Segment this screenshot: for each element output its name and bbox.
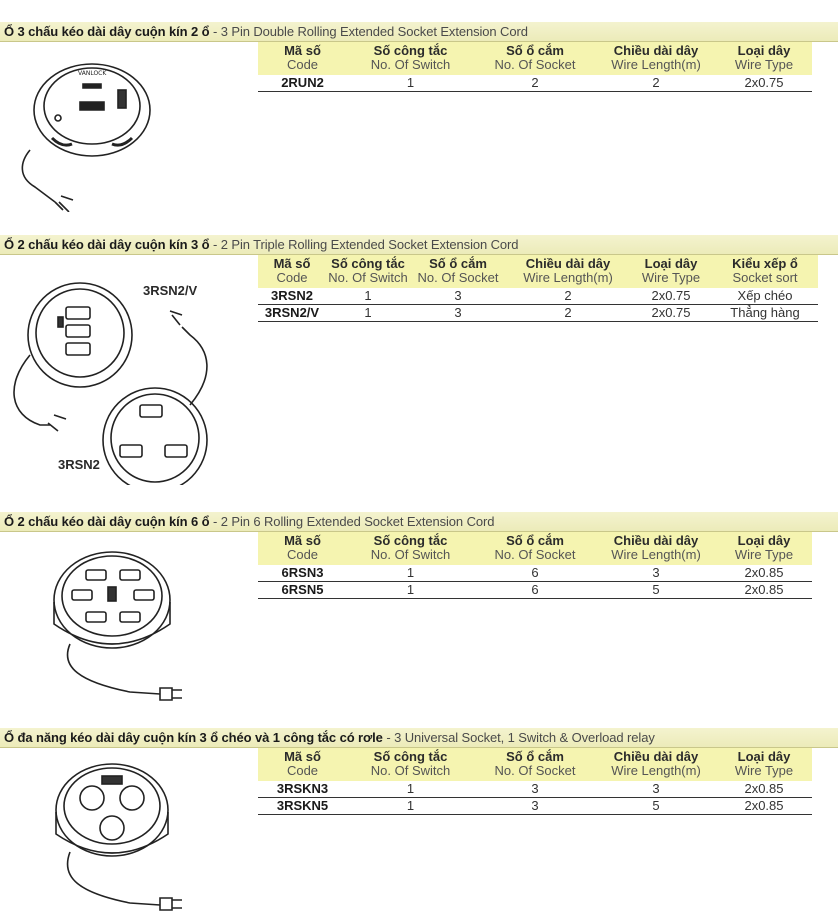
cell-length: 5: [596, 582, 716, 599]
section-title-en: - 3 Universal Socket, 1 Switch & Overload relay: [382, 730, 655, 745]
spec-table-6rsn: [258, 532, 812, 599]
cell-socket: 3: [474, 781, 596, 798]
product-image-6rsn: [0, 532, 250, 712]
header-length: Chiều dài dây Wire Length(m): [596, 748, 716, 781]
cell-length: 2: [506, 305, 630, 322]
product-image-3rsn: [0, 255, 250, 485]
cell-length: 3: [596, 781, 716, 798]
cell-wire: 2x0.75: [630, 305, 712, 322]
cell-wire: 2x0.85: [716, 565, 812, 582]
cell-wire: 2x0.75: [630, 288, 712, 305]
section-3rsn: [0, 235, 838, 485]
section-6rsn: [0, 512, 838, 712]
cell-length: 2: [506, 288, 630, 305]
section-header: [0, 22, 838, 42]
cell-socket: 2: [474, 75, 596, 92]
section-3rskn: [0, 728, 838, 918]
header-length: Chiều dài dây Wire Length(m): [506, 255, 630, 288]
section-title-en: - 2 Pin Triple Rolling Extended Socket Extension Cord: [209, 237, 519, 252]
cell-code: 3RSKN3: [258, 781, 347, 798]
header-code: Mã số Code: [258, 532, 347, 565]
table-row: [258, 565, 812, 582]
cell-switch: 1: [347, 798, 474, 815]
section-header: [0, 728, 838, 748]
header-socket: Số ổ cắm No. Of Socket: [474, 748, 596, 781]
table-row: [258, 75, 812, 92]
header-wire: Loại dây Wire Type: [630, 255, 712, 288]
spec-table-2run: [258, 42, 812, 92]
table-row: [258, 582, 812, 599]
table-row: [258, 781, 812, 798]
header-switch: Số công tắc No. Of Switch: [347, 42, 474, 75]
table-header-row: [258, 532, 812, 565]
cell-code: 6RSN3: [258, 565, 347, 582]
header-socket: Số ổ cắm No. Of Socket: [474, 532, 596, 565]
cell-switch: 1: [326, 305, 410, 322]
cell-switch: 1: [347, 565, 474, 582]
header-wire: Loại dây Wire Type: [716, 532, 812, 565]
table-row: [258, 798, 812, 815]
section-title-vn: Ổ 2 chấu kéo dài dây cuộn kín 6 ổ: [4, 514, 210, 529]
cell-sort: Xếp chéo: [712, 288, 818, 305]
section-title-vn: Ổ 3 chấu kéo dài dây cuộn kín 2 ổ: [4, 24, 210, 39]
cell-length: 5: [596, 798, 716, 815]
section-header: [0, 235, 838, 255]
spec-table-3rskn: [258, 748, 812, 815]
model-label-bottom: 3RSN2: [58, 457, 100, 472]
header-switch: Số công tắc No. Of Switch: [326, 255, 410, 288]
header-wire: Loại dây Wire Type: [716, 42, 812, 75]
header-sort: Kiểu xếp ổ Socket sort: [712, 255, 818, 288]
section-title-vn: Ổ đa năng kéo dài dây cuộn kín 3 ổ chéo và 1 công tắc có rơle: [4, 730, 383, 745]
table-row: [258, 288, 818, 305]
brand-mark: VANLOCK: [78, 70, 107, 77]
header-code: Mã số Code: [258, 255, 326, 288]
product-image-2run: [0, 42, 250, 212]
header-wire: Loại dây Wire Type: [716, 748, 812, 781]
header-code: Mã số Code: [258, 42, 347, 75]
cell-socket: 3: [474, 798, 596, 815]
cell-wire: 2x0.85: [716, 798, 812, 815]
cell-length: 3: [596, 565, 716, 582]
cell-switch: 1: [347, 781, 474, 798]
table-row: [258, 305, 818, 322]
cell-switch: 1: [347, 582, 474, 599]
section-title-vn: Ổ 2 chấu kéo dài dây cuộn kín 3 ổ: [4, 237, 210, 252]
cell-socket: 6: [474, 565, 596, 582]
table-header-row: [258, 42, 812, 75]
model-label-top: 3RSN2/V: [143, 283, 198, 298]
cell-code: 3RSKN5: [258, 798, 347, 815]
header-socket: Số ổ cắm No. Of Socket: [410, 255, 506, 288]
cell-length: 2: [596, 75, 716, 92]
cell-wire: 2x0.85: [716, 582, 812, 599]
cell-socket: 3: [410, 288, 506, 305]
header-switch: Số công tắc No. Of Switch: [347, 748, 474, 781]
cell-sort: Thẳng hàng: [712, 305, 818, 322]
cell-switch: 1: [347, 75, 474, 92]
product-image-3rskn: [0, 748, 250, 918]
cell-wire: 2x0.75: [716, 75, 812, 92]
cell-socket: 6: [474, 582, 596, 599]
table-header-row: [258, 255, 818, 288]
spec-table-3rsn: [258, 255, 818, 322]
header-length: Chiều dài dây Wire Length(m): [596, 42, 716, 75]
cell-code: 2RUN2: [258, 75, 347, 92]
header-switch: Số công tắc No. Of Switch: [347, 532, 474, 565]
cell-code: 6RSN5: [258, 582, 347, 599]
cell-code: 3RSN2/V: [258, 305, 326, 322]
section-header: [0, 512, 838, 532]
cell-wire: 2x0.85: [716, 781, 812, 798]
header-socket: Số ổ cắm No. Of Socket: [474, 42, 596, 75]
cell-code: 3RSN2: [258, 288, 326, 305]
section-title-en: - 2 Pin 6 Rolling Extended Socket Extension Cord: [209, 514, 495, 529]
table-header-row: [258, 748, 812, 781]
header-code: Mã số Code: [258, 748, 347, 781]
header-length: Chiều dài dây Wire Length(m): [596, 532, 716, 565]
cell-switch: 1: [326, 288, 410, 305]
section-2run: [0, 22, 838, 212]
section-title-en: - 3 Pin Double Rolling Extended Socket Extension Cord: [209, 24, 528, 39]
cell-socket: 3: [410, 305, 506, 322]
